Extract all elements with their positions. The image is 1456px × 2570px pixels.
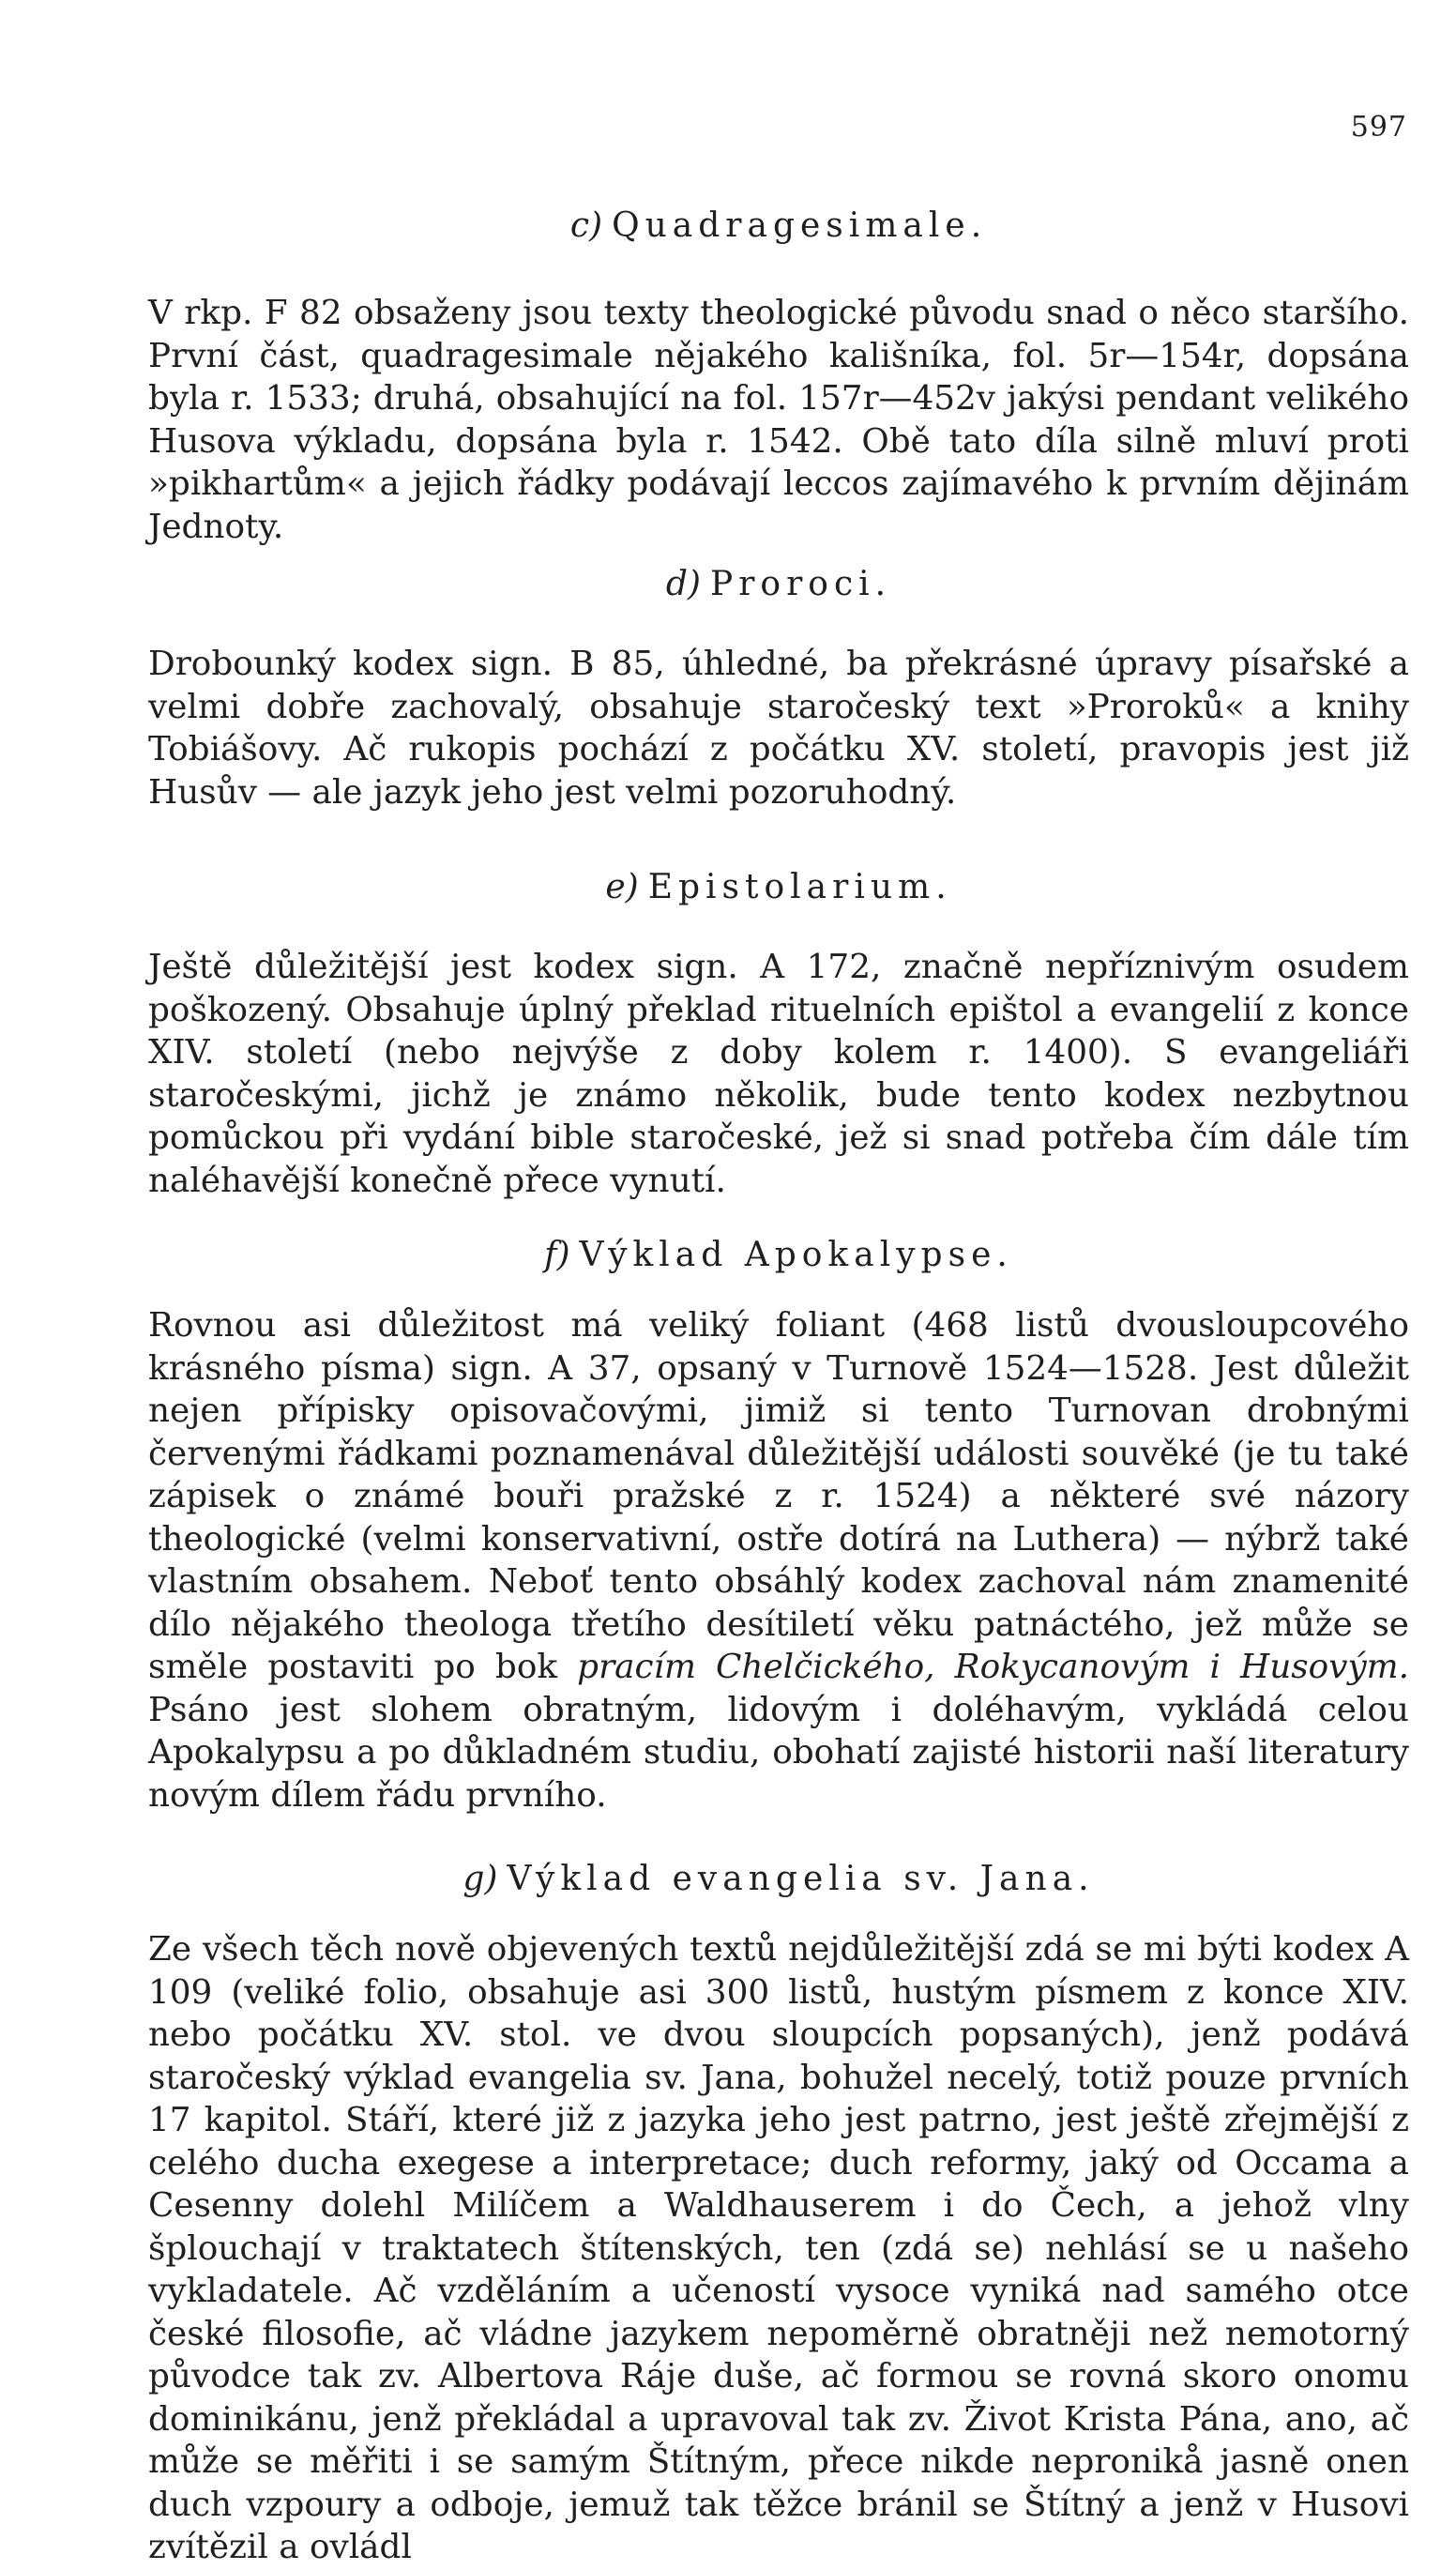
section-heading-epistolarium (148, 868, 1409, 906)
section-heading-quadragesimale (148, 206, 1409, 245)
section-letter: f) (544, 1236, 570, 1274)
section-heading-vyklad-evangelia (148, 1860, 1409, 1898)
page-body (148, 206, 1409, 2569)
section-title: Proroci. (709, 565, 892, 603)
paragraph-italic-text: pracím Chelčického, Rokycanovým i Husovým. (577, 1648, 1409, 1686)
section-letter: g) (463, 1860, 498, 1898)
section-heading-vyklad-apokalypse (148, 1236, 1409, 1274)
section-title: Výklad Apokalypse. (579, 1236, 1013, 1274)
section-title: Quadragesimale. (612, 206, 988, 245)
page-number: 597 (1350, 111, 1407, 144)
section-letter: d) (665, 565, 701, 603)
section-letter: e) (605, 868, 639, 906)
paragraph-proroci: Drobounký kodex sign. B 85, úhledné, ba překrásné úpravy písařské a velmi dobře zachovalý, obsahuje staročeský text »Proroků« a knihy Tobiášovy. Ač rukopis pochází z počátku XV. století, pravopis jest již Husův — ale jazyk jeho jest velmi pozoruhodný. (148, 645, 1409, 812)
paragraph-text: Psáno jest slohem obratným, lidovým i doléhavým, vykládá celou Apokalypsu a po důkladném studiu, obohatí zajisté historii naší literatury novým dílem řádu prvního. (148, 1690, 1409, 1815)
paragraph-text: Rovnou asi důležitost má veliký foliant (468 listů dvousloupcového krásného písma) sign. A 37, opsaný v Turnově 1524—1528. Jest důležit nejen přípisky opisovačovými, jimiž si tento Turnovan drobnými červenými řádkami poznamenával důležitější události souvěké (je tu také zápisek o známé bouři pražské z r. 1524) a některé své názory theologické (velmi konservativní, ostře dotírá na Luthera) — nýbrž také vlastním obsahem. Neboť tento obsáhlý kodex zachoval nám znamenité dílo nějakého theologa třetího desítiletí věku patnáctého, jež může se směle postaviti po bok (148, 1306, 1409, 1686)
paragraph-quadragesimale: V rkp. F 82 obsaženy jsou texty theologické původu snad o něco staršího. První část, quadragesimale nějakého kališníka, fol. 5r—154r, dopsána byla r. 1533; druhá, obsahující na fol. 157r—452v jakýsi pendant velikého Husova výkladu, dopsána byla r. 1542. Obě tato díla silně mluví proti »pikhartům« a jejich řádky podávají leccos zajímavého k prvním dějinám Jednoty. (148, 294, 1409, 546)
section-title: Výklad evangelia sv. Jana. (507, 1860, 1095, 1898)
paragraph-epistolarium: Ještě důležitější jest kodex sign. A 172, značně nepříznivým osudem poškozený. Obsahuje úplný překlad rituelních epištol a evangelií z konce XIV. století (nebo nejvýše z doby kolem r. 1400). S evangeliáři staročeskými, jichž je známo několik, bude tento kodex nezbytnou pomůckou při vydání bible staročeské, jež si snad potřeba čím dále tím naléhavější konečně přece vynutí. (148, 948, 1409, 1200)
section-title: Epistolarium. (647, 868, 952, 906)
paragraph-vyklad-apokalypse (148, 1304, 1409, 1817)
section-letter: c) (569, 206, 603, 245)
section-heading-proroci (148, 565, 1409, 603)
paragraph-vyklad-evangelia: Ze všech těch nově objevených textů nejdůležitější zdá se mi býti kodex A 109 (veliké folio, obsahuje asi 300 listů, hustým písmem z konce XIV. nebo počátku XV. stol. ve dvou sloupcích popsaných), jenž podává staročeský výklad evangelia sv. Jana, bohužel necelý, totiž pouze prvních 17 kapitol. Stáří, které již z jazyka jeho jest patrno, jest ještě zřejmější z celého ducha exegese a interpretace; duch reformy, jaký od Occama a Cesenny dolehl Milíčem a Waldhauserem i do Čech, a jehož vlny šplouchají v traktatech štítenských, ten (zdá se) nehlásí se u našeho vykladatele. Ač vzděláním a učeností vysoce vyniká nad samého otce české filosofie, ač vládne jazykem nepoměrně obratněji než nemotorný původce tak zv. Albertova Ráje duše, ač formou se rovná skoro onomu dominikánu, jenž překládal a upravoval tak zv. Život Krista Pána, ano, ač může se měřiti i se samým Štítným, přece nikde nepronikå jasně onen duch vzpoury a odboje, jemuž tak těžce bránil se Štítný a jenž v Husovi zvítězil a ovládl (148, 1930, 1409, 2566)
